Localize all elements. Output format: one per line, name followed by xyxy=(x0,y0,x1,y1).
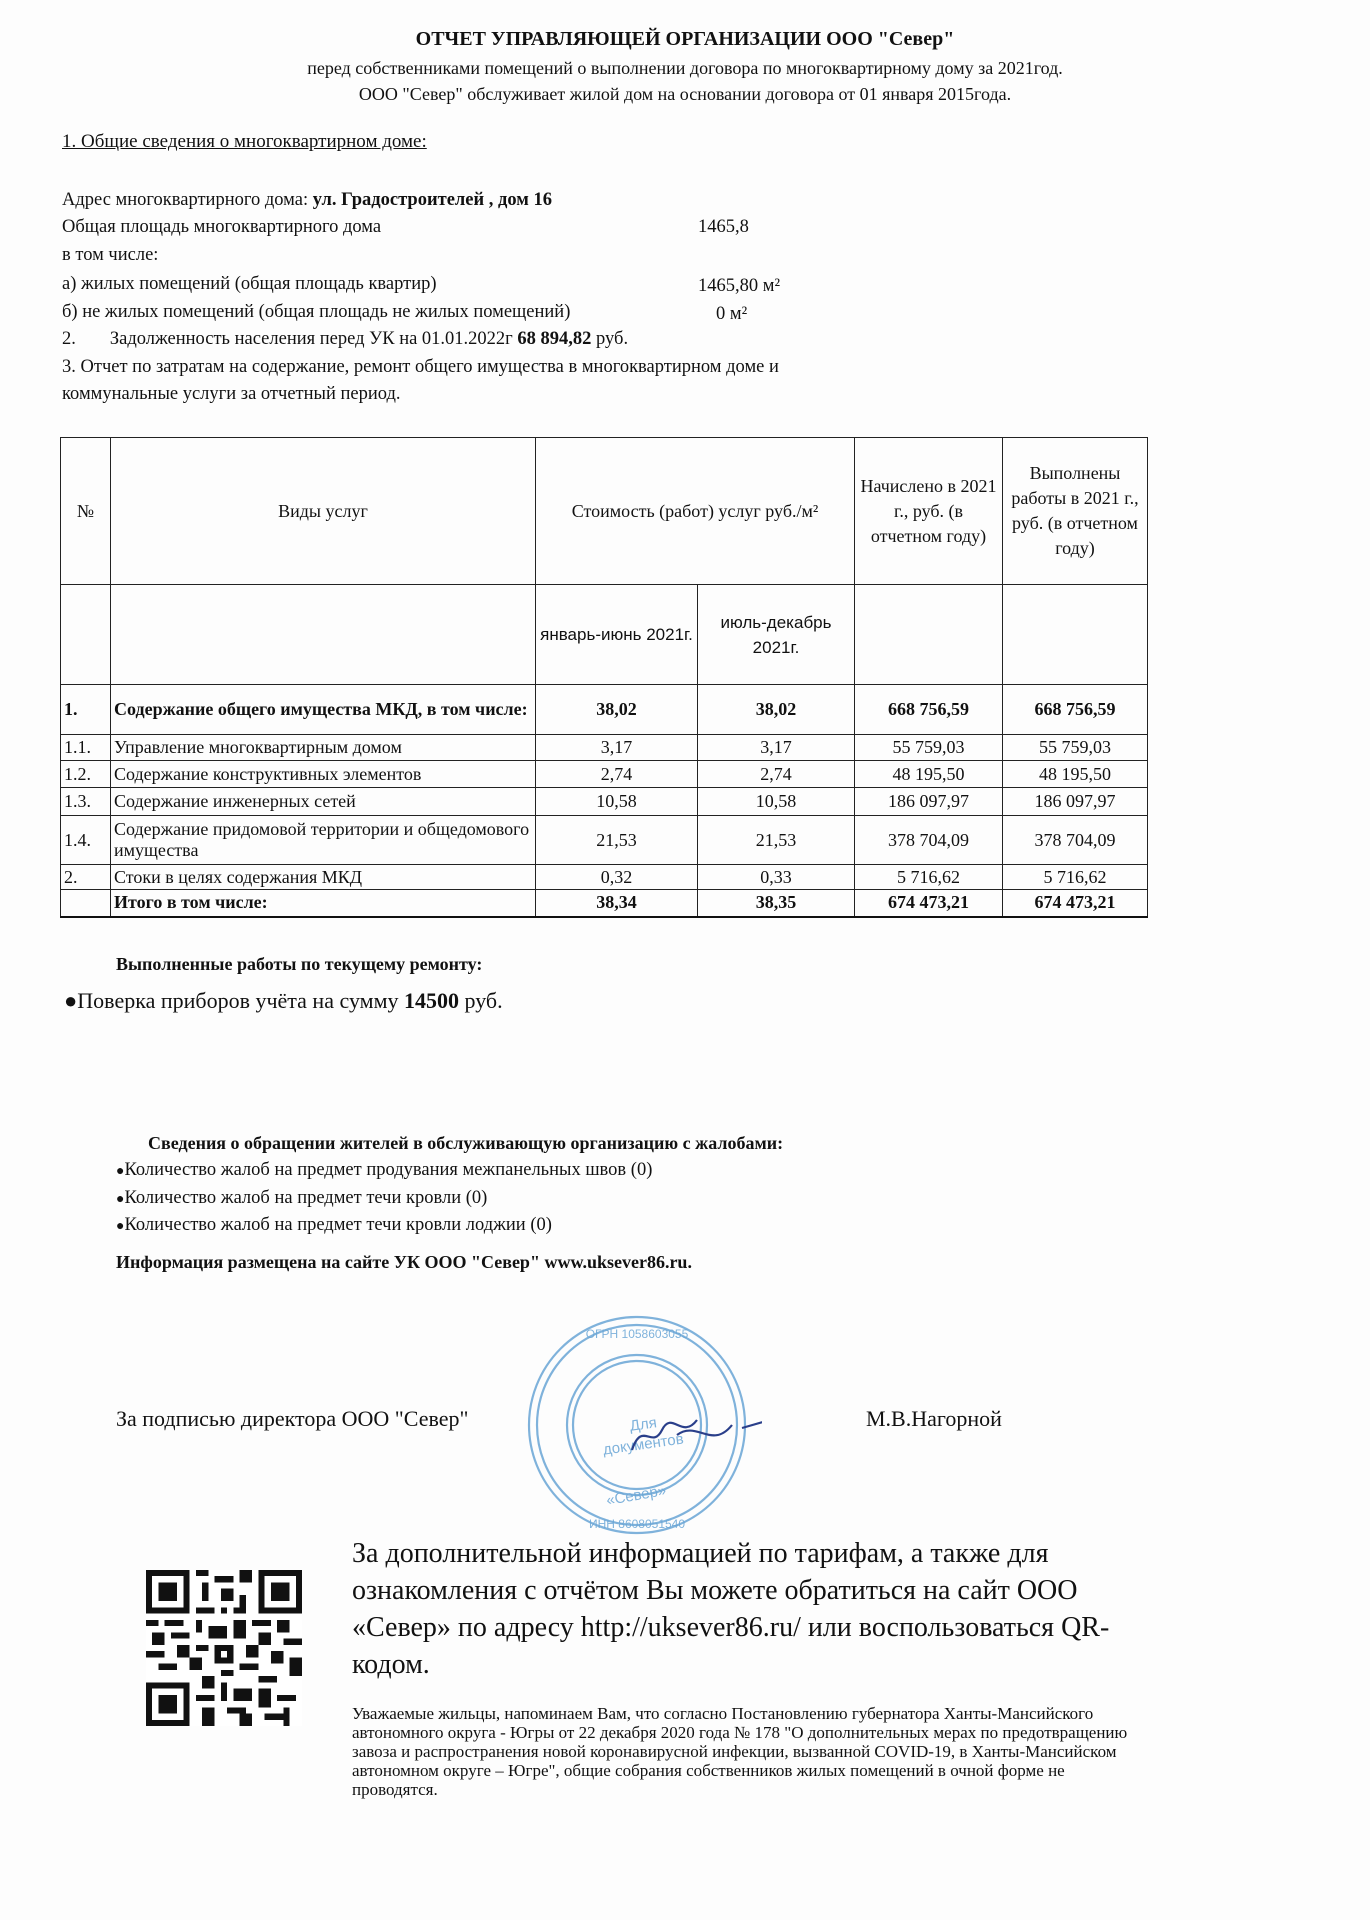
complaint-text: Количество жалоб на предмет течи кровли (0) xyxy=(124,1188,488,1208)
row-period1: 0,32 xyxy=(536,865,698,890)
row-done: 378 704,09 xyxy=(1003,816,1148,865)
row-num: 1. xyxy=(61,685,111,735)
debt-unit: руб. xyxy=(591,329,629,349)
stamp-seal-icon xyxy=(512,1300,762,1550)
section3-line2: коммунальные услуги за отчетный период. xyxy=(62,384,401,404)
row-name: Содержание придомовой территории и общедомового имущества xyxy=(111,816,536,865)
bullet-dot-icon: ● xyxy=(116,1164,125,1179)
row-period2: 21,53 xyxy=(698,816,855,865)
row-name: Стоки в целях содержания МКД xyxy=(111,865,536,890)
row-period2: 10,58 xyxy=(698,788,855,816)
row-charged: 55 759,03 xyxy=(855,735,1003,761)
signature-right-name: М.В.Нагорной xyxy=(866,1406,1002,1431)
area-value: 1465,8 xyxy=(698,217,749,237)
row-period2: 0,33 xyxy=(698,865,855,890)
living-area-label: а) жилых помещений (общая площадь квартир) xyxy=(62,274,437,294)
complaint-text: Количество жалоб на предмет продувания межпанельных швов (0) xyxy=(124,1160,653,1180)
row-num: 1.4. xyxy=(61,816,111,865)
row-period2: 3,17 xyxy=(698,735,855,761)
repairs-item-amount: 14500 xyxy=(404,988,459,1013)
svg-text:ОГРН 1058603055: ОГРН 1058603055 xyxy=(585,1327,689,1341)
row-charged: 5 716,62 xyxy=(855,865,1003,890)
row-num: 1.2. xyxy=(61,761,111,788)
repairs-heading: Выполненные работы по текущему ремонту: xyxy=(116,954,483,974)
report-title: ОТЧЕТ УПРАВЛЯЮЩЕЙ ОРГАНИЗАЦИИ ООО "Север" xyxy=(415,28,955,50)
address-value: ул. Градостроителей , дом 16 xyxy=(312,190,553,210)
qr-code-icon xyxy=(146,1570,302,1726)
row-period1: 38,02 xyxy=(536,685,698,735)
row-num: 1.3. xyxy=(61,788,111,816)
repairs-item-suffix: руб. xyxy=(459,988,503,1013)
row-name: Управление многоквартирным домом xyxy=(111,735,536,761)
row-period2: 2,74 xyxy=(698,761,855,788)
complaint-item xyxy=(116,1188,487,1209)
row-done: 668 756,59 xyxy=(1003,685,1148,735)
bullet-dot-icon: ● xyxy=(116,1219,125,1234)
row-period1: 21,53 xyxy=(536,816,698,865)
table-total-row xyxy=(61,890,1148,917)
debt-value: 68 894,82 xyxy=(517,329,592,349)
svg-text:Для: Для xyxy=(628,1414,658,1435)
nonliving-area-value: 0 м² xyxy=(716,304,748,324)
header-period-1: январь-июнь 2021г. xyxy=(536,585,698,685)
services-table xyxy=(60,437,1148,918)
table-row xyxy=(61,865,1148,890)
row-done: 186 097,97 xyxy=(1003,788,1148,816)
bullet-dot-icon: ● xyxy=(64,988,78,1013)
row-done: 48 195,50 xyxy=(1003,761,1148,788)
row-num xyxy=(61,890,111,917)
row-charged: 48 195,50 xyxy=(855,761,1003,788)
svg-text:документов: документов xyxy=(601,1430,685,1459)
table-row xyxy=(61,735,1148,761)
row-period1: 38,34 xyxy=(536,890,698,917)
subheader-empty xyxy=(1003,585,1148,685)
table-row xyxy=(61,788,1148,816)
complaint-item xyxy=(116,1215,552,1236)
table-row xyxy=(61,761,1148,788)
signature-left-text: За подписью директора ООО "Север" xyxy=(116,1406,469,1431)
debt-number: 2. xyxy=(62,329,76,349)
subheader-empty xyxy=(855,585,1003,685)
header-cost: Стоимость (работ) услуг руб./м² xyxy=(536,438,855,585)
row-done: 5 716,62 xyxy=(1003,865,1148,890)
row-num: 1.1. xyxy=(61,735,111,761)
section3-line1: 3. Отчет по затратам на содержание, ремонт общего имущества в многоквартирном доме и xyxy=(62,357,779,377)
living-area-value: 1465,80 м² xyxy=(698,276,781,296)
address-label: Адрес многоквартирного дома: xyxy=(62,190,313,210)
repairs-item xyxy=(64,988,503,1014)
complaint-text: Количество жалоб на предмет течи кровли лоджии (0) xyxy=(124,1215,552,1235)
header-period-2: июль-декабрь 2021г. xyxy=(698,585,855,685)
report-subtitle-contract: ООО "Север" обслуживает жилой дом на основании договора от 01 января 2015года. xyxy=(358,84,1012,104)
header-service: Виды услуг xyxy=(111,438,536,585)
table-row xyxy=(61,685,1148,735)
footer-info-text: За дополнительной информацией по тарифам, а также для ознакомления с отчётом Вы можете обратиться на сайт ООО «Север» по адресу http://uksever86.ru/ или воспользоваться QR-кодом. xyxy=(352,1538,1110,1680)
report-subtitle-period: перед собственниками помещений о выполнении договора по многоквартирному дому за 2021год. xyxy=(307,58,1063,78)
bullet-dot-icon: ● xyxy=(116,1192,125,1207)
row-done: 55 759,03 xyxy=(1003,735,1148,761)
subheader-empty xyxy=(111,585,536,685)
header-done: Выполнены работы в 2021 г., руб. (в отчетном году) xyxy=(1003,438,1148,585)
row-period1: 3,17 xyxy=(536,735,698,761)
row-period1: 10,58 xyxy=(536,788,698,816)
table-subheader-row xyxy=(61,585,1148,685)
row-period2: 38,02 xyxy=(698,685,855,735)
table-header-row xyxy=(61,438,1148,585)
complaint-item xyxy=(116,1160,652,1181)
row-name: Содержание конструктивных элементов xyxy=(111,761,536,788)
repairs-item-prefix: Поверка приборов учёта на сумму xyxy=(77,988,404,1013)
complaints-heading: Сведения о обращении жителей в обслуживающую организацию с жалобами: xyxy=(148,1133,784,1153)
header-charged: Начислено в 2021 г., руб. (в отчетном году) xyxy=(855,438,1003,585)
nonliving-area-label: б) не жилых помещений (общая площадь не жилых помещений) xyxy=(62,302,571,322)
row-period2: 38,35 xyxy=(698,890,855,917)
row-period1: 2,74 xyxy=(536,761,698,788)
svg-text:«Север»: «Север» xyxy=(605,1481,668,1510)
footer-notice-text: Уважаемые жильцы, напоминаем Вам, что согласно Постановлению губернатора Ханты-Мансийского автономного округа - Югры от 22 декабря 2020 года № 178 "О дополнительных мерах по предотвращению завоза и распространения новой коронавирусной инфекции, вызванной COVID-19, в Ханты-Мансийском автономном округе – Югре", общие собрания собственников жилых помещений в очной форме не проводятся. xyxy=(352,1704,1128,1799)
row-charged: 186 097,97 xyxy=(855,788,1003,816)
including-label: в том числе: xyxy=(62,245,159,265)
row-name: Содержание общего имущества МКД, в том числе: xyxy=(111,685,536,735)
address-line xyxy=(62,190,552,211)
section1-heading: 1. Общие сведения о многоквартирном доме: xyxy=(62,131,427,152)
row-charged: 674 473,21 xyxy=(855,890,1003,917)
site-info: Информация размещена на сайте УК ООО "Север" www.uksever86.ru. xyxy=(116,1252,692,1272)
table-row xyxy=(61,816,1148,865)
row-name: Итого в том числе: xyxy=(111,890,536,917)
row-name: Содержание инженерных сетей xyxy=(111,788,536,816)
row-charged: 378 704,09 xyxy=(855,816,1003,865)
row-done: 674 473,21 xyxy=(1003,890,1148,917)
row-charged: 668 756,59 xyxy=(855,685,1003,735)
area-label: Общая площадь многоквартирного дома xyxy=(62,217,382,237)
debt-line xyxy=(62,329,628,350)
svg-text:ИНН 8608051540: ИНН 8608051540 xyxy=(588,1517,686,1531)
debt-label: Задолженность населения перед УК на 01.01.2022г xyxy=(109,329,518,349)
subheader-empty xyxy=(61,585,111,685)
row-num: 2. xyxy=(61,865,111,890)
header-num: № xyxy=(61,438,111,585)
